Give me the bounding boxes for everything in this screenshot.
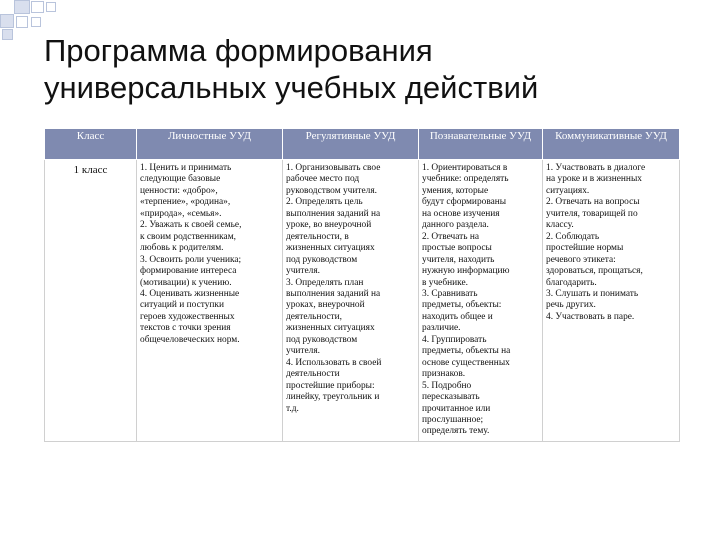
cell-text-line: 2. Определять цель xyxy=(286,197,363,208)
cell-text-line: определять тему. xyxy=(422,426,490,437)
title-line-1: Программа формирования xyxy=(44,33,433,68)
cell-text-line: предметы, объекты: xyxy=(422,300,502,311)
cell-text-line: 4. Использовать в своей xyxy=(286,357,382,368)
cell-personal xyxy=(137,160,283,442)
cell-text-line: учителя, находить xyxy=(422,254,495,265)
cell-text-line: (мотивации) к учению. xyxy=(140,277,232,288)
cell-text-line: деятельности, xyxy=(286,311,343,322)
cell-text-line: под руководством xyxy=(286,334,358,345)
cell-text-line: линейку, треугольник и xyxy=(286,392,380,403)
header-communicative: Коммуникативные УУД xyxy=(543,129,680,160)
cell-text-line: простейшие приборы: xyxy=(286,380,375,391)
cell-text-line: различие. xyxy=(422,323,461,334)
cell-text-line: классу. xyxy=(546,220,574,231)
deco-square xyxy=(0,14,14,28)
table-header-row xyxy=(45,129,680,160)
cell-text-line: текстов с точки зрения xyxy=(140,323,231,334)
cell-text-line: 1. Участвовать в диалоге xyxy=(546,163,646,173)
header-cognitive: Познавательные УУД xyxy=(419,129,543,160)
deco-square xyxy=(14,0,30,14)
cell-text-line: предметы, объекты на xyxy=(422,346,511,357)
cell-text-line: 2. Отвечать на вопросы xyxy=(546,197,640,208)
deco-square xyxy=(16,16,28,28)
cell-text-line: признаков. xyxy=(422,369,466,380)
cell-text-line: формирование интереса xyxy=(140,266,237,277)
cell-text-line: 3. Определять план xyxy=(286,277,364,288)
cell-text-line: «природа», «семья». xyxy=(140,208,222,219)
cell-text-line: нужную информацию xyxy=(422,266,510,277)
deco-square xyxy=(46,2,56,12)
cell-regulatory xyxy=(283,160,419,442)
cell-text-line: 1. Ориентироваться в xyxy=(422,163,508,173)
cell-cognitive xyxy=(419,160,543,442)
cell-text-line: учителя. xyxy=(286,266,321,277)
cell-text-line: умения, которые xyxy=(422,185,489,196)
cell-text-line: в учебнике. xyxy=(422,277,468,288)
cell-text-line: учителя. xyxy=(286,346,321,357)
slide-title xyxy=(44,32,684,106)
cell-text-line: учителя, товарищей по xyxy=(546,208,638,219)
table-row xyxy=(45,160,680,442)
cell-text-line: 3. Сравнивать xyxy=(422,288,478,299)
cell-text-line: речь других. xyxy=(546,300,596,311)
cell-text-line: жизненных ситуациях xyxy=(286,323,375,334)
cell-text-line: здороваться, прощаться, xyxy=(546,266,643,277)
cell-text-line: руководством учителя. xyxy=(286,185,377,196)
cell-text-line: уроках, внеурочной xyxy=(286,300,365,311)
cell-text-line: на основе изучения xyxy=(422,208,500,219)
uud-table xyxy=(44,128,680,442)
cell-text-line: будут сформированы xyxy=(422,197,507,208)
cell-text-line: речевого этикета: xyxy=(546,254,616,265)
cell-text-line: 2. Отвечать на xyxy=(422,231,480,242)
cell-text-line: следующие базовые xyxy=(140,174,221,185)
cell-text-line: 3. Освоить роли ученика; xyxy=(140,254,242,265)
cell-text-line: общечеловеческих норм. xyxy=(140,334,240,345)
cell-text-line: ситуаций и поступки xyxy=(140,300,224,311)
cell-text-line: данного раздела. xyxy=(422,220,489,231)
cell-text-line: уроке, во внеурочной xyxy=(286,220,372,231)
cell-text-line: учебнике: определять xyxy=(422,174,509,185)
deco-square xyxy=(31,1,44,13)
cell-text-line: рабочее место под xyxy=(286,174,360,185)
cell-text-line: ценности: «добро», xyxy=(140,185,218,196)
cell-text-line: прочитанное или xyxy=(422,403,491,414)
cell-text-line: деятельности xyxy=(286,369,340,380)
cell-text-line: «терпение», «родина», xyxy=(140,197,231,208)
cell-text-line: жизненных ситуациях xyxy=(286,243,375,254)
cell-text-line: т.д. xyxy=(286,403,299,414)
cell-text-line: выполнения заданий на xyxy=(286,208,381,219)
cell-text-line: прослушанное; xyxy=(422,414,484,425)
cell-text-line: 3. Слушать и понимать xyxy=(546,288,639,299)
cell-text-line: 4. Участвовать в паре. xyxy=(546,311,635,322)
cell-text-line: благодарить. xyxy=(546,277,597,288)
deco-square xyxy=(2,29,13,40)
cell-text-line: 1. Ценить и принимать xyxy=(140,163,232,173)
cell-text-line: 2. Уважать к своей семье, xyxy=(140,220,242,231)
cell-text-line: 1. Организовывать свое xyxy=(286,163,381,173)
deco-square xyxy=(31,17,41,27)
cell-text-line: простейшие нормы xyxy=(546,243,624,254)
cell-text-line: простые вопросы xyxy=(422,243,492,254)
header-class: Класс xyxy=(45,129,137,160)
cell-class: 1 класс xyxy=(45,160,137,442)
cell-text-line: ситуациях. xyxy=(546,185,590,196)
cell-text-line: под руководством xyxy=(286,254,358,265)
header-regulatory: Регулятивные УУД xyxy=(283,129,419,160)
cell-text-line: пересказывать xyxy=(422,392,480,403)
cell-text-line: выполнения заданий на xyxy=(286,288,381,299)
cell-text-line: основе существенных xyxy=(422,357,510,368)
cell-communicative xyxy=(543,160,680,442)
cell-text-line: 5. Подробно xyxy=(422,380,472,391)
cell-text-line: 4. Оценивать жизненные xyxy=(140,288,240,299)
cell-text-line: находить общее и xyxy=(422,311,493,322)
cell-text-line: 2. Соблюдать xyxy=(546,231,600,242)
cell-text-line: любовь к родителям. xyxy=(140,243,224,254)
cell-text-line: 4. Группировать xyxy=(422,334,487,345)
cell-text-line: деятельности, в xyxy=(286,231,349,242)
cell-text-line: героев художественных xyxy=(140,311,235,322)
header-personal: Личностные УУД xyxy=(137,129,283,160)
cell-text-line: к своим родственникам, xyxy=(140,231,236,242)
cell-text-line: на уроке и в жизненных xyxy=(546,174,642,185)
uud-table-container xyxy=(44,128,679,442)
title-line-2: универсальных учебных действий xyxy=(44,70,539,105)
